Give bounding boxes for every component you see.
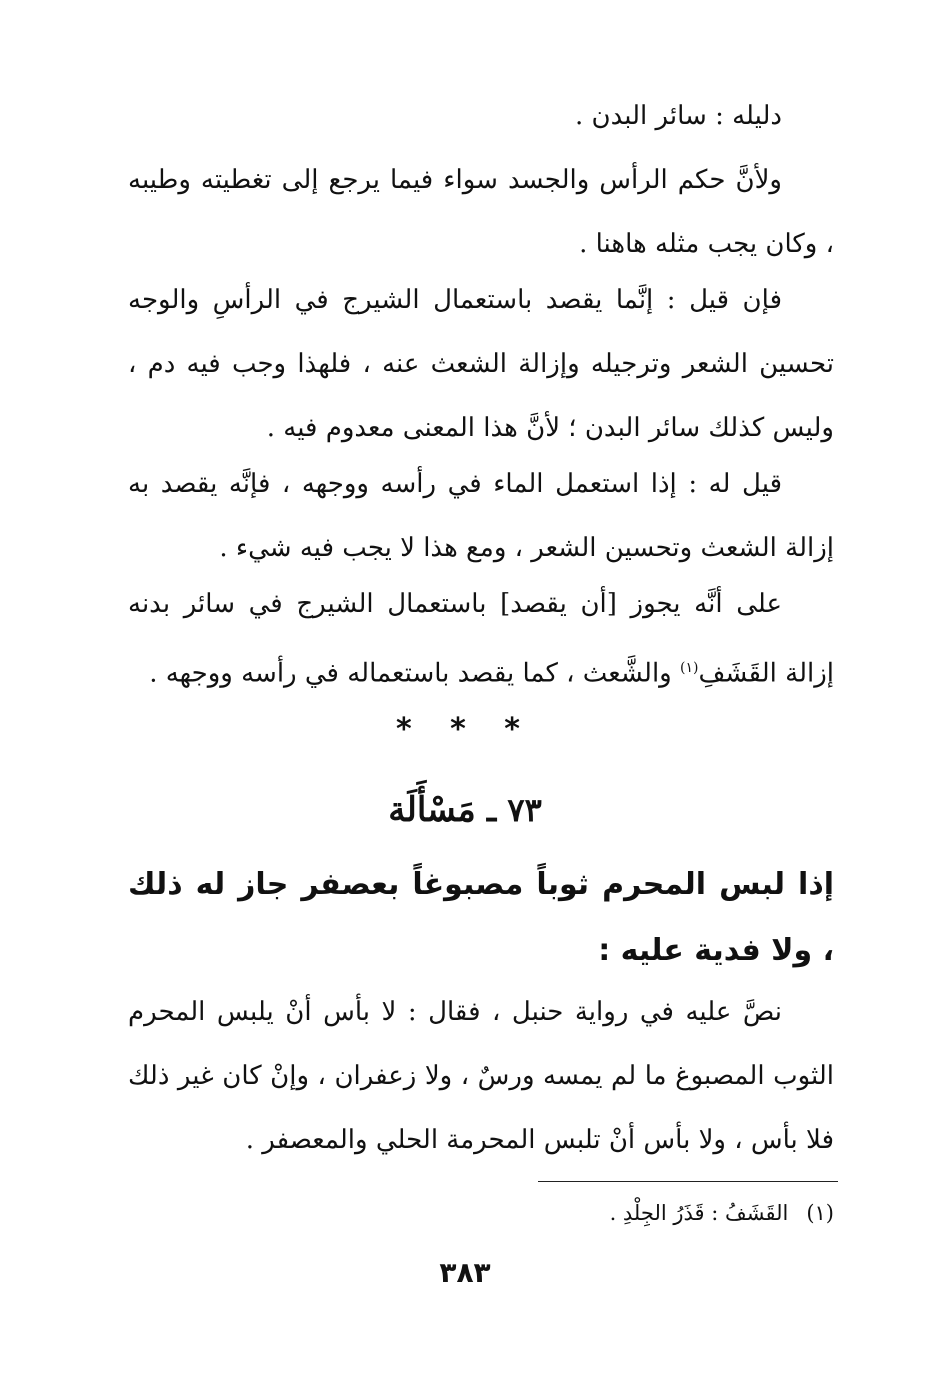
paragraph-5	[128, 572, 834, 706]
footnote-number: (١)	[806, 1201, 834, 1225]
footnote	[128, 1194, 834, 1232]
paragraph-4: قيل له : إذا استعمل الماء في رأسه ووجهه ، فإنَّه يقصد به إزالة الشعث وتحسين الشعر ، ومع هذا لا يجب فيه شيء .	[128, 469, 834, 563]
page-number: ٣٨٣	[439, 1256, 491, 1289]
paragraph-6: نصَّ عليه في رواية حنبل ، فقال : لا بأس أنْ يلبس المحرم الثوب المصبوغ ما لم يمسه ورسٌ ، ولا زعفران ، وإنْ كان غير ذلك فلا بأس ، ولا بأس أنْ تلبس المحرمة الحلي والمعصفر .	[128, 997, 834, 1155]
issue-heading: إذا لبس المحرم ثوباً مصبوغاً بعصفر جاز له ذلك ، ولا فدية عليه :	[128, 867, 834, 968]
issue-dash: ـ	[486, 791, 497, 829]
paragraph-1: دليله : سائر البدن .	[575, 101, 782, 131]
paragraph-5-text-end: والشَّعث ، كما يقصد باستعماله في رأسه ووجهه .	[149, 658, 680, 689]
issue-number: ٧٣	[507, 791, 542, 829]
issue-title	[0, 786, 930, 834]
section-separator: * * *	[396, 712, 534, 747]
footnote-marker: (١)	[679, 660, 699, 676]
paragraph-3: فإن قيل : إنَّما يقصد باستعمال الشيرج في الرأسِ والوجه تحسين الشعر وترجيله وإزالة الشعث عنه ، فلهذا وجب فيه دم ، وليس كذلك سائر البدن ؛ لأنَّ هذا المعنى معدوم فيه .	[128, 285, 834, 443]
paragraph-5-text-start: على أنَّه يجوز [أن يقصد] باستعمال الشيرج في سائر بدنه إزالة القَشَفِ	[128, 589, 834, 689]
paragraph-2: ولأنَّ حكم الرأس والجسد سواء فيما يرجع إلى تغطيته وطيبه ، وكان يجب مثله هاهنا .	[128, 165, 834, 259]
footnote-divider	[538, 1181, 838, 1182]
footnote-text: القَشَفُ : قَذَرُ الجِلْدِ .	[609, 1201, 789, 1225]
issue-label: مَسْأَلَة	[388, 790, 476, 830]
